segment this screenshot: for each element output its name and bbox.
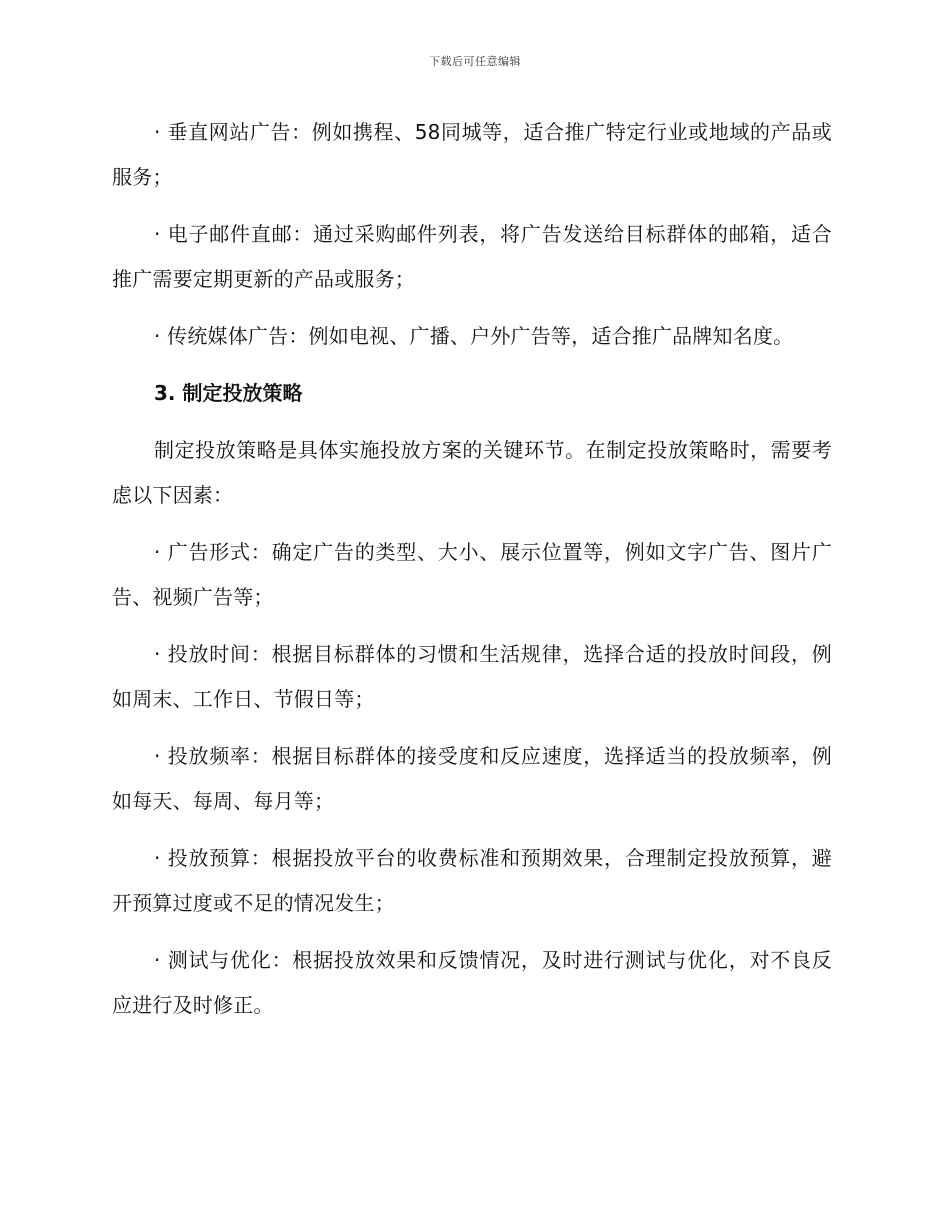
bullet-traditional-media-ads: · 传统媒体广告：例如电视、广播、户外广告等，适合推广品牌知名度。: [154, 324, 794, 348]
bullet-email-direct-mail: · 电子邮件直邮：通过采购邮件列表，将广告发送给目标群体的邮箱，适合推广需要定期更新的产品或服务；: [112, 222, 832, 291]
section-heading: 3. 制定投放策略: [154, 381, 303, 405]
bullet-ad-format: · 广告形式：确定广告的类型、大小、展示位置等，例如文字广告、图片广告、视频广告等；: [112, 540, 832, 609]
section-intro: 制定投放策略是具体实施投放方案的关键环节。在制定投放策略时，需要考虑以下因素：: [112, 438, 832, 507]
document-body: [112, 110, 832, 1040]
bullet-testing-optimization: · 测试与优化：根据投放效果和反馈情况，及时进行测试与优化，对不良反应进行及时修正。: [112, 948, 832, 1017]
bullet-vertical-site-ads: · 垂直网站广告：例如携程、58同城等，适合推广特定行业或地域的产品或服务；: [112, 120, 832, 189]
page-header: 下载后可任意编辑: [429, 55, 521, 68]
bullet-frequency: · 投放频率：根据目标群体的接受度和反应速度，选择适当的投放频率，例如每天、每周、每月等；: [112, 744, 832, 813]
bullet-budget: · 投放预算：根据投放平台的收费标准和预期效果，合理制定投放预算，避开预算过度或不足的情况发生；: [112, 846, 832, 915]
bullet-timing: · 投放时间：根据目标群体的习惯和生活规律，选择合适的投放时间段，例如周末、工作日、节假日等；: [112, 642, 832, 711]
